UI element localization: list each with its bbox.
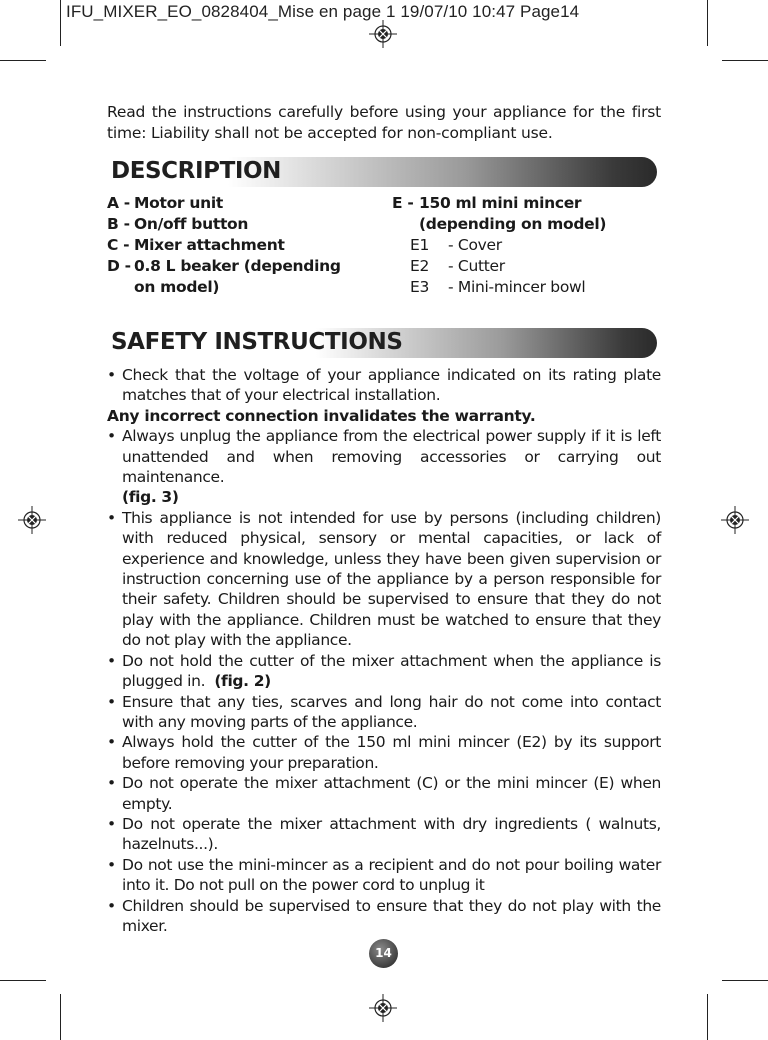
crop-mark [0, 60, 46, 61]
description-subitem: E1 - Cover [410, 236, 502, 254]
description-banner [107, 157, 657, 187]
description-left-column [107, 193, 392, 298]
safety-item: • Do not use the mini-mincer as a recipient and do not pour boiling water into it. Do not pull on the power cord to unplug it [107, 855, 661, 895]
description-item: B - On/off button [107, 215, 249, 233]
crop-mark [707, 0, 708, 46]
description-item: C - Mixer attachment [107, 236, 285, 254]
description-list [107, 193, 661, 298]
page-number: 14 [369, 939, 398, 968]
warranty-warning: Any incorrect connection invalidates the warranty. [107, 406, 536, 425]
safety-item: • Ensure that any ties, scarves and long hair do not come into contact with any moving parts of the appliance. [107, 692, 661, 731]
registration-mark-icon [721, 506, 749, 534]
safety-item: • Always hold the cutter of the 150 ml mini mincer (E2) by its support before removing your preparation. [107, 733, 661, 772]
crop-mark [0, 980, 46, 981]
safety-item: • Do not operate the mixer attachment with dry ingredients ( walnuts, hazelnuts...). [107, 814, 661, 854]
description-subitem: E2 - Cutter [410, 257, 505, 275]
crop-mark [707, 994, 708, 1040]
safety-item: • This appliance is not intended for use by persons (including children) with reduced physical, sensory or mental capacities, or lack of experience and knowledge, unless they have been given supervision or instruction concerning use of the appliance by a person responsible for their safety. Children should be supervised to ensure that they do not play with the appliance. Children must be watched to ensure that they do not play with the appliance. [107, 508, 661, 650]
description-item: E - 150 ml mini mincer (depending on model) [392, 194, 607, 233]
page-content [107, 102, 661, 936]
figure-reference: (fig. 2) [214, 672, 271, 691]
intro-text: Read the instructions carefully before using your appliance for the first time: Liability shall not be accepted for non-compliant use. [107, 103, 661, 142]
registration-mark-icon [369, 994, 397, 1022]
crop-mark [60, 0, 61, 46]
safety-item: • Always unplug the appliance from the electrical power supply if it is left unattended and when removing accessories or carrying out maintenance. (fig. 3) [107, 427, 661, 507]
print-header: IFU_MIXER_EO_0828404_Mise en page 1 19/07/10 10:47 Page14 [66, 2, 580, 21]
safety-item: • Children should be supervised to ensure that they do not play with the mixer. [107, 896, 661, 935]
safety-banner [107, 328, 657, 358]
description-title: DESCRIPTION [111, 158, 282, 184]
figure-reference: (fig. 3) [122, 488, 179, 507]
description-right-column [392, 193, 654, 298]
description-item: D - 0.8 L beaker (depending on model) [107, 257, 341, 296]
crop-mark [722, 60, 768, 61]
description-item: A - Motor unit [107, 194, 223, 212]
crop-mark [722, 980, 768, 981]
safety-title: SAFETY INSTRUCTIONS [111, 329, 403, 355]
safety-item: • Do not operate the mixer attachment (C) or the mini mincer (E) when empty. [107, 774, 661, 813]
registration-mark-icon [369, 20, 397, 48]
safety-item: • Check that the voltage of your appliance indicated on its rating plate matches that of your electrical installation. [107, 366, 661, 405]
description-subitem: E3 - Mini-mincer bowl [410, 278, 586, 296]
safety-item: • Do not hold the cutter of the mixer attachment when the appliance is plugged in. (fig. 2) [107, 651, 661, 691]
registration-mark-icon [18, 506, 46, 534]
safety-list [107, 365, 661, 406]
crop-mark [60, 994, 61, 1040]
safety-list [107, 426, 661, 936]
